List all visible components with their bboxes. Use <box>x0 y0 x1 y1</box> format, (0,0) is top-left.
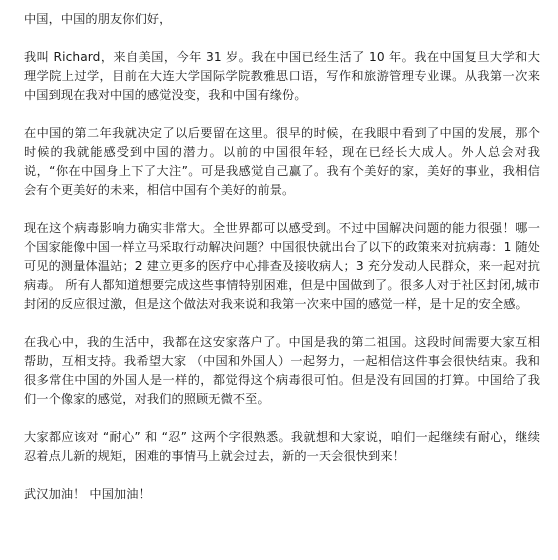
letter-paragraph-virus-response: 现在这个病毒影响力确实非常大。全世界都可以感受到。不过中国解决问题的能力很强！哪一个国家能像中国一样立马采取行动解决问题？中国很快就出台了以下的政策来对抗病毒：1 随处可见的测量体温站；2 建立更多的医疗中心排查及接收病人；3 充分发动人民群众，来一起对抗病毒。 所有人都知道想要完成这些事情特别困难，但是中国做到了。很多人对于社区封闭,城市封闭的反应很过激，但是这个做法对我来说和我第一次来中国的感觉一样，是十足的安全感。 <box>24 221 540 311</box>
letter-closing: 武汉加油！ 中国加油！ <box>24 487 151 501</box>
letter-document <box>24 10 540 504</box>
letter-greeting: 中国，中国的朋友你们好， <box>24 12 172 26</box>
letter-paragraph-second-homeland: 在我心中，我的生活中，我都在这安家落户了。中国是我的第二祖国。这段时间需要大家互相帮助，互相支持。我希望大家 （中国和外国人）一起努力，一起相信这件事会很快结束。我和很多常住中国的外国人是一样的，都觉得这个病毒很可怕。但是没有回国的打算。中国给了我们一个像家的感觉，对我们的照顾无微不至。 <box>24 335 540 406</box>
letter-paragraph-decision-to-stay: 在中国的第二年我就决定了以后要留在这里。很早的时候，在我眼中看到了中国的发展，那个时候的我就能感受到中国的潜力。以前的中国很年轻，现在已经长大成人。外人总会对我说，“你在中国身上下了大注”。可是我感觉自己赢了。我有个美好的家，美好的事业，我相信会有个更美好的未来，相信中国有个美好的前景。 <box>24 126 540 197</box>
letter-paragraph-introduction: 我叫 Richard，来自美国，今年 31 岁。我在中国已经生活了 10 年。我在中国复旦大学和大理学院上过学，目前在大连大学国际学院教雅思口语，写作和旅游管理专业课。从我第一次来中国到现在我对中国的感觉没变，我和中国有缘份。 <box>24 50 540 102</box>
letter-paragraph-patience: 大家都应该对 “耐心” 和 “忍” 这两个字很熟悉。我就想和大家说，咱们一起继续有耐心，继续忍着点儿新的规矩，困难的事情马上就会过去，新的一天会很快到来！ <box>24 430 540 463</box>
